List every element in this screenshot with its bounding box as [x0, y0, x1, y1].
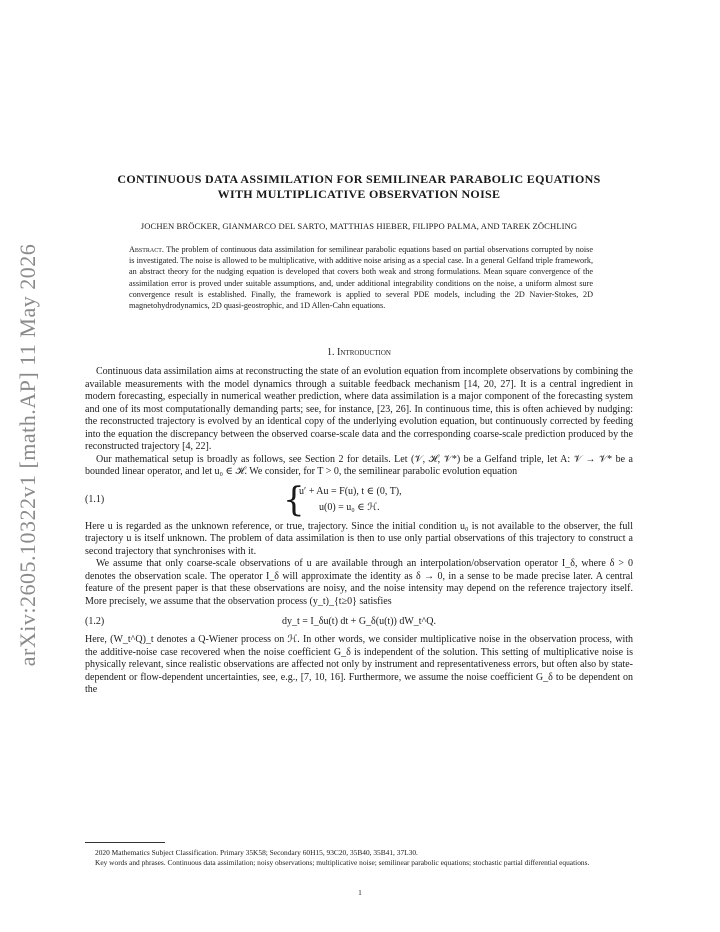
section-heading: 1. Introduction — [327, 347, 391, 359]
equation-brace: { — [283, 479, 305, 520]
equation-number: (1.1) — [85, 494, 105, 506]
equation-body: dy_t = I_δu(t) dt + G_δ(u(t)) dW_t^Q. — [282, 615, 436, 627]
equation-line: u(0) = u₀ ∈ ℋ. — [319, 501, 380, 513]
footnote-keywords: Key words and phrases. Continuous data assimilation; noisy observations; multiplicative noise; semilinear parabolic equations; stochastic partial differential equations. — [95, 858, 590, 867]
title-line-2: WITH MULTIPLICATIVE OBSERVATION NOISE — [217, 187, 501, 201]
paragraph-2: Our mathematical setup is broadly as follows, see Section 2 for details. Let (𝒱, ℋ, 𝒱*) be a Gelfand triple, let A: 𝒱 → 𝒱* be a bounded linear operator, and let u₀ ∈ ℋ. We consider, for T > 0, the semilinear parabolic evolution equation — [85, 453, 633, 478]
paragraph-3: Here u is regarded as the unknown reference, or true, trajectory. Since the initial condition u₀ is not available to the observer, the full trajectory u is itself unknown. The problem of data assimilation is then to use only partial observations of this trajectory to construct a second trajectory that synchronises with it. — [85, 520, 633, 557]
arxiv-stamp — [6, 240, 50, 670]
arxiv-stamp-text: arXiv:2605.10322v1 [math.AP] 11 May 2026 — [15, 243, 41, 667]
paper-title — [85, 172, 633, 202]
footnotes — [85, 848, 633, 868]
title-line-1: CONTINUOUS DATA ASSIMILATION FOR SEMILINEAR PARABOLIC EQUATIONS — [117, 172, 601, 186]
footnote-rule — [85, 842, 165, 843]
paragraph-1: Continuous data assimilation aims at reconstructing the state of an evolution equation from incomplete observations by combining the available measurements with the model dynamics through a suitable feedback mechanism [14, 20, 27]. It is a central ingredient in modern forecasting, especially in numerical weather prediction, where data assimilation is a major component of the forecasting system and one of its most computationally demanding parts; see, for instance, [23, 26]. In continuous time, this is often achieved by nudging: the reconstructed trajectory is evolved by an identical copy of the underlying evolution equation, but continuously corrected by feeding into the equation the discrepancy between the observed coarse-scale data and the corresponding coarse-scale prediction produced by the reconstructed trajectory [4, 22]. — [85, 366, 633, 453]
paragraph-4: We assume that only coarse-scale observations of u are available through an interpolation/observation operator I_δ, where δ > 0 denotes the observation scale. The operator I_δ will approximate the identity as δ → 0, in a sense to be made precise later. A central feature of the present paper is that these observations are noisy, and the noise intensity may depend on the reference trajectory itself. More precisely, we assume that the observation process (y_t)_{t≥0} satisfies — [85, 558, 633, 607]
page-number: 1 — [358, 888, 362, 897]
equation-line: u′ + Au = F(u), t ∈ (0, T), — [299, 485, 402, 497]
equation-1-1 — [85, 481, 633, 519]
footnote-msc: 2020 Mathematics Subject Classification. Primary 35K58; Secondary 60H15, 93C20, 35B40, 35B41, 37L30. — [95, 848, 418, 857]
paragraph-5: Here, (W_t^Q)_t denotes a Q-Wiener process on ℋ. In other words, we consider multiplicative noise in the observation process, with the additive-noise case recovered when the noise coefficient G_δ is independent of the solution. This setting of multiplicative noise is physically relevant, since realistic observations are affected not only by instrument and representativeness errors, but often also by state-dependent or flow-dependent uncertainties, see, e.g., [7, 10, 16]. Furthermore, we assume the noise coefficient G_δ to be dependent on the — [85, 634, 633, 696]
equation-1-2 — [85, 611, 633, 631]
abstract — [129, 244, 593, 311]
paper-page — [85, 172, 633, 697]
abstract-text: The problem of continuous data assimilation for semilinear parabolic equations based on partial observations corrupted by noise is investigated. The noise is allowed to be multiplicative, with additive noise arising as a special case. In a general Gelfand triple framework, an abstract theory for the nudging equation is developed that covers both weak and strong formulations. Mean square convergence of the assimilation error is proved under suitable assumptions, and, under additional integrability conditions on the noise, a uniform almost sure convergence result is established. Finally, the framework is applied to several PDE models, including the 2D Navier-Stokes, 2D magnetohydrodynamics, 2D quasi-geostrophic, and 1D Allen-Cahn equations. — [129, 245, 593, 311]
equation-number: (1.2) — [85, 615, 105, 627]
author-list: JOCHEN BRÖCKER, GIANMARCO DEL SARTO, MATTHIAS HIEBER, FILIPPO PALMA, AND TAREK ZÖCHLING — [140, 221, 578, 231]
abstract-label: Abstract. — [129, 245, 164, 254]
